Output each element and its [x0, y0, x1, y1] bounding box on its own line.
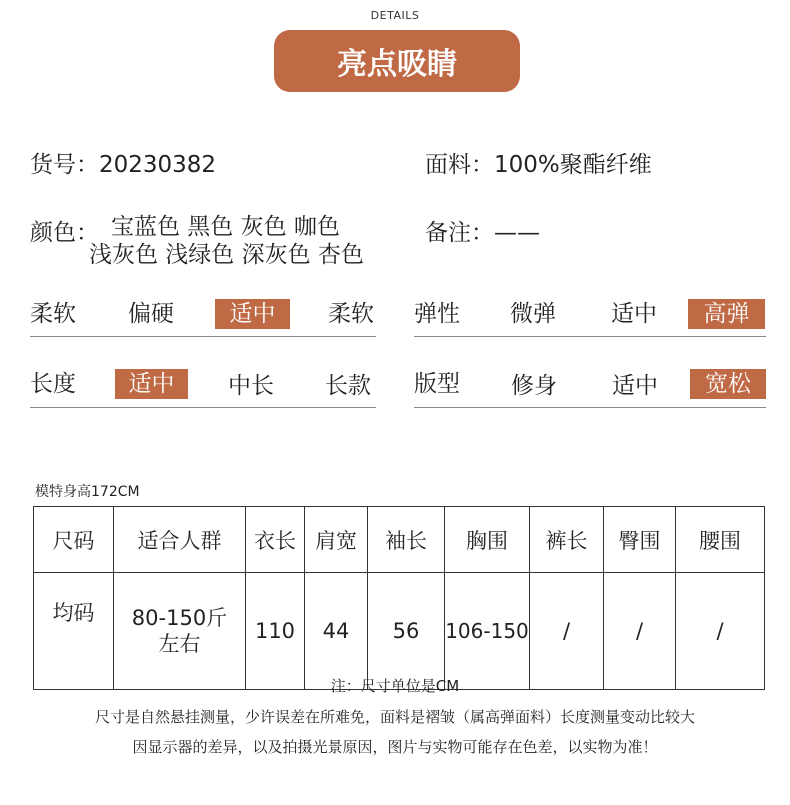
length-divider [30, 407, 376, 408]
size-table-row [34, 573, 765, 690]
softness-option-hard: 偏硬 [128, 301, 174, 327]
header-hip: 臀围 [604, 507, 676, 573]
cell-fit-line-1: 80-150斤 [131, 606, 228, 630]
header-shoulder: 肩宽 [305, 507, 368, 573]
elasticity-option-slight: 微弹 [510, 301, 556, 327]
softness-option-soft: 柔软 [328, 301, 374, 327]
header-size: 尺码 [34, 507, 114, 573]
header-sleeve: 袖长 [368, 507, 445, 573]
header-chest: 胸围 [445, 507, 530, 573]
size-table [33, 506, 765, 690]
fabric-info: 面料：100%聚酯纤维 [425, 152, 652, 178]
header-fit-group: 适合人群 [114, 507, 246, 573]
length-option-mid-long: 中长 [228, 373, 274, 399]
color-difference-note: 因显示器的差异，以及拍摄光景原因，图片与实物可能存在色差，以实物为准！ [132, 738, 658, 756]
cell-shoulder: 44 [305, 573, 368, 690]
cell-fit-group [114, 573, 246, 690]
softness-divider [30, 336, 376, 337]
colors-line-1: 宝蓝色 黑色 灰色 咖色 [111, 214, 340, 240]
cell-size: 均码 [34, 573, 114, 690]
cell-waist: / [676, 573, 765, 690]
item-number: 货号：20230382 [30, 152, 217, 178]
elasticity-option-medium: 适中 [611, 301, 657, 327]
header-waist: 腰围 [676, 507, 765, 573]
fit-divider [414, 407, 766, 408]
elasticity-label: 弹性 [414, 301, 460, 327]
softness-option-medium-selected: 适中 [215, 299, 290, 329]
length-option-long: 长款 [325, 373, 371, 399]
cell-chest: 106-150 [445, 573, 530, 690]
color-label: 颜色： [30, 220, 99, 246]
cell-sleeve: 56 [368, 573, 445, 690]
fit-option-loose-selected: 宽松 [690, 369, 766, 399]
elasticity-divider [414, 336, 766, 337]
size-table-header-row [34, 507, 765, 573]
details-caption: DETAILS [370, 9, 420, 22]
softness-label: 柔软 [30, 301, 76, 327]
model-height-note: 模特身高172CM [35, 484, 140, 500]
colors-line-2: 浅灰色 浅绿色 深灰色 杏色 [89, 242, 364, 268]
header-length: 衣长 [246, 507, 305, 573]
elasticity-option-high-selected: 高弹 [688, 299, 765, 329]
cell-pants: / [530, 573, 604, 690]
length-option-medium-selected: 适中 [115, 369, 188, 399]
cell-length: 110 [246, 573, 305, 690]
measurement-note: 尺寸是自然悬挂测量，少许误差在所难免，面料是褶皱（属高弹面料）长度测量变动比较大 [94, 708, 695, 726]
cell-fit-line-2: 左右 [158, 632, 201, 656]
fit-label: 版型 [414, 371, 460, 397]
cell-hip: / [604, 573, 676, 690]
header-pants: 裤长 [530, 507, 604, 573]
fit-option-slim: 修身 [511, 373, 557, 399]
remark-info: 备注：—— [425, 220, 540, 246]
unit-note: 注：尺寸单位是CM [330, 677, 460, 695]
fit-option-medium: 适中 [612, 373, 658, 399]
length-label: 长度 [30, 371, 76, 397]
highlight-banner: 亮点吸睛 [274, 30, 520, 92]
